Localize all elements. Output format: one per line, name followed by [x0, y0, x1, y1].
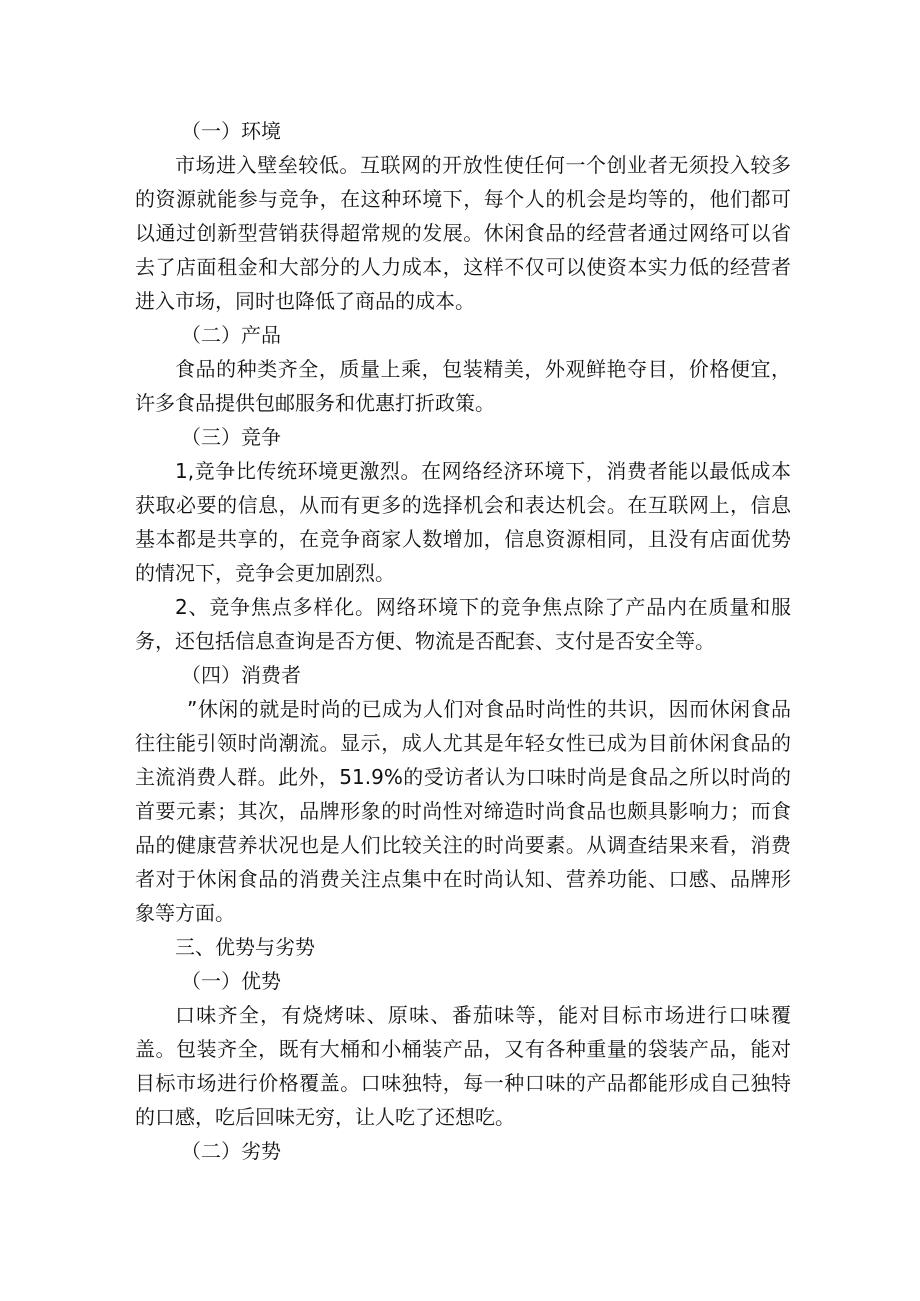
paragraph-competition-point-2: 2、竞争焦点多样化。网络环境下的竞争焦点除了产品内在质量和服务，还包括信息查询是否方便、物流是否配套、支付是否安全等。 — [135, 595, 791, 653]
paragraph-strengths: 口味齐全，有烧烤味、原味、番茄味等，能对目标市场进行口味覆盖。包装齐全，既有大桶和小桶装产品，又有各种重量的袋装产品，能对目标市场进行价格覆盖。口味独特，每一种口味的产品都能形成自己独特的口感，吃后回味无穷，让人吃了还想吃。 — [135, 1003, 791, 1129]
paragraph-competition-point-1: 1,竞争比传统环境更激烈。在网络经济环境下，消费者能以最低成本获取必要的信息，从而有更多的选择机会和表达机会。在互联网上，信息基本都是共享的，在竞争商家人数增加，信息资源相同，且没有店面优势的情况下，竞争会更加剧烈。 — [135, 459, 791, 585]
heading-strengths-weaknesses: 三、优势与劣势 — [175, 935, 315, 959]
heading-competition: （三）竞争 — [181, 425, 281, 449]
heading-strengths: （一）优势 — [181, 969, 281, 993]
heading-weaknesses: （二）劣势 — [181, 1139, 281, 1163]
heading-environment: （一）环境 — [181, 119, 281, 143]
paragraph-product: 食品的种类齐全，质量上乘，包装精美，外观鲜艳夺目，价格便宜，许多食品提供包邮服务和优惠打折政策。 — [135, 357, 791, 415]
paragraph-environment: 市场进入壁垒较低。互联网的开放性使任何一个创业者无须投入较多的资源就能参与竞争，在这种环境下，每个人的机会是均等的，他们都可以通过创新型营销获得超常规的发展。休闲食品的经营者通过网络可以省去了店面租金和大部分的人力成本，这样不仅可以使资本实力低的经营者进入市场，同时也降低了商品的成本。 — [135, 153, 791, 313]
heading-product: （二）产品 — [181, 323, 281, 347]
heading-consumer: （四）消费者 — [181, 663, 301, 687]
paragraph-consumer: ”休闲的就是时尚的已成为人们对食品时尚性的共识，因而休闲食品往往能引领时尚潮流。显示，成人尤其是年轻女性已成为目前休闲食品的主流消费人群。此外，51.9%的受访者认为口味时尚是食品之所以时尚的首要元素；其次，品牌形象的时尚性对缔造时尚食品也颇具影响力；而食品的健康营养状况也是人们比较关注的时尚要素。从调查结果来看，消费者对于休闲食品的消费关注点集中在时尚认知、营养功能、口感、品牌形象等方面。 — [135, 697, 791, 925]
